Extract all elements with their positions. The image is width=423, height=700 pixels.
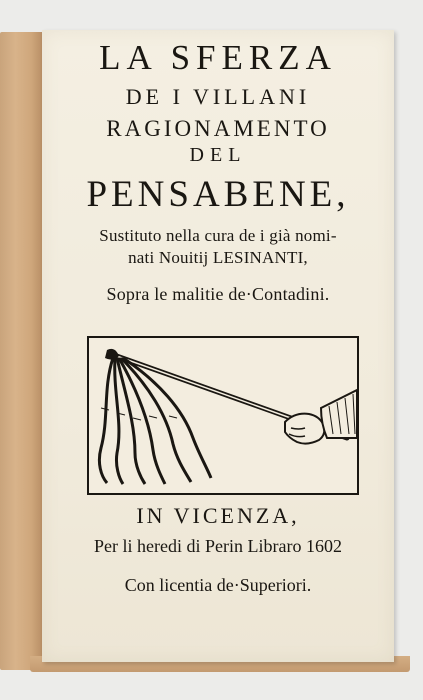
imprint-publisher: Per li heredi di Perin Libraro 1602	[94, 536, 342, 556]
woodcut-whip-illustration	[87, 336, 359, 495]
book-cover-spine	[0, 32, 44, 670]
description-line-2: nati Nouitij LESINANTI,	[128, 248, 308, 267]
book-title-pensabene: PENSABENE,	[86, 174, 350, 215]
title-page	[42, 30, 394, 662]
description-line-1: Sustituto nella cura de i già nomi-	[99, 226, 337, 245]
description-line-3: Sopra le malitie de·Contadini.	[106, 284, 330, 304]
whip-icon	[89, 338, 357, 493]
book-title-ragionamento: RAGIONAMENTO	[106, 116, 330, 141]
imprint-city: IN VICENZA,	[136, 503, 300, 528]
book-title-subtitle: DE I VILLANI	[125, 84, 311, 109]
book-title: LA SFERZA	[99, 38, 337, 77]
book-title-del: DEL	[189, 144, 247, 166]
imprint-license: Con licentia de·Superiori.	[124, 575, 312, 595]
